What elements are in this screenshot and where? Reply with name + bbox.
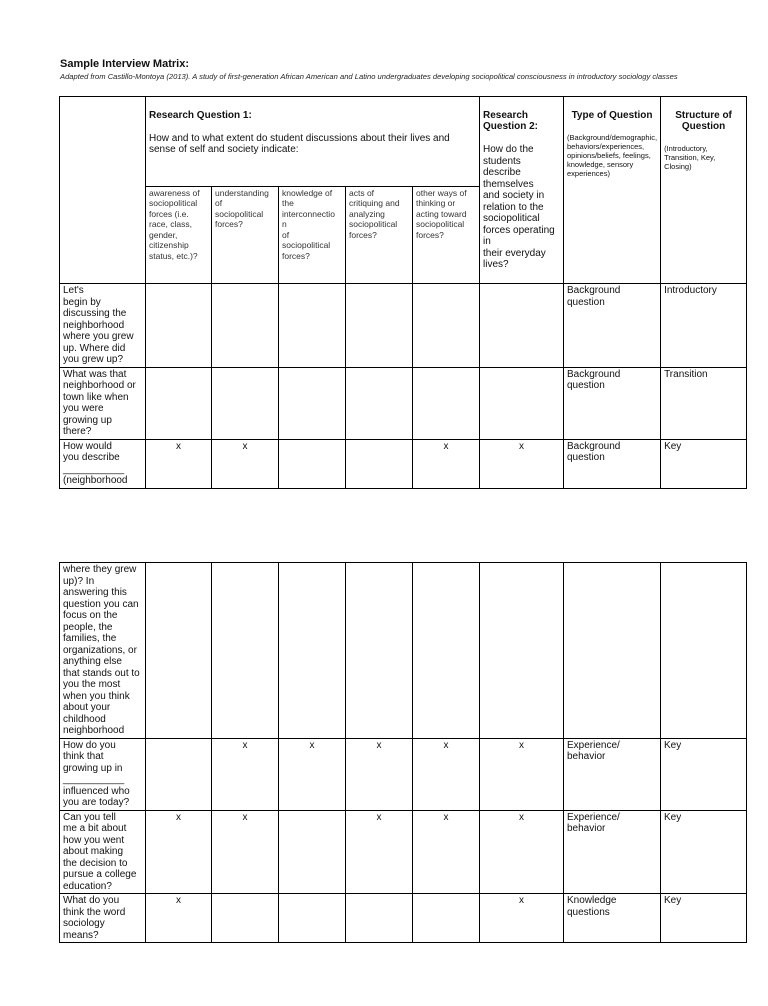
- mark-cell: x: [480, 894, 564, 943]
- question-type-cell: Background question: [564, 439, 661, 488]
- question-cell: How do you think that growing up in ___________ influenced who you are today?: [60, 738, 146, 810]
- mark-cell: x: [413, 439, 480, 488]
- mark-cell: x: [279, 738, 346, 810]
- mark-cell: [413, 894, 480, 943]
- mark-cell: x: [346, 738, 413, 810]
- mark-cell: x: [212, 810, 279, 894]
- type-title: Type of Question: [571, 109, 653, 121]
- mark-cell: [212, 367, 279, 439]
- mark-cell: [480, 284, 564, 368]
- question-structure-cell: Key: [661, 810, 747, 894]
- mark-cell: [212, 284, 279, 368]
- rq1-title: Research Question 1:: [149, 109, 252, 121]
- matrix-subtitle: Adapted from Castillo-Montoya (2013). A study of first-generation African American and Latino undergraduates developing sociopolitical consciousness in introductory sociology classes: [60, 72, 678, 81]
- rq2-text: How do the students describe themselves and society in relation to the sociopolitical forces operating in their everyday lives?: [483, 144, 555, 270]
- question-structure-cell: Key: [661, 439, 747, 488]
- question-cell: Let's begin by discussing the neighborhood where you grew up. Where did you grew up?: [60, 284, 146, 368]
- mark-cell: x: [146, 810, 212, 894]
- question-type-cell: Experience/ behavior: [564, 738, 661, 810]
- question-cell: where they grew up)? In answering this question you can focus on the people, the families, the organizations, or anything else that stands out to you the most when you think about your childhood neighborhood: [60, 563, 146, 739]
- rq1-sub-knowledge: knowledge of the interconnectio n of sociopolitical forces?: [279, 186, 346, 283]
- mark-cell: [279, 563, 346, 739]
- mark-cell: x: [480, 810, 564, 894]
- table-row: [60, 810, 747, 894]
- table-row: [60, 894, 747, 943]
- mark-cell: [413, 284, 480, 368]
- question-structure-cell: Transition: [661, 367, 747, 439]
- rq1-sub-awareness: awareness of sociopolitical forces (i.e. race, class, gender, citizenship status, etc.)?: [146, 186, 212, 283]
- mark-cell: [346, 439, 413, 488]
- mark-cell: [279, 439, 346, 488]
- mark-cell: [480, 563, 564, 739]
- question-type-cell: [564, 563, 661, 739]
- mark-cell: [146, 738, 212, 810]
- mark-cell: [279, 367, 346, 439]
- interview-matrix-table-page-2: [59, 562, 747, 943]
- mark-cell: [480, 367, 564, 439]
- page-2-rows: [60, 563, 747, 943]
- type-of-question-header: [564, 97, 661, 284]
- page-1-rows: [60, 284, 747, 489]
- research-question-1-header: [146, 97, 480, 187]
- question-cell: What do you think the word sociology means?: [60, 894, 146, 943]
- mark-cell: [279, 894, 346, 943]
- mark-cell: x: [413, 738, 480, 810]
- table-row: [60, 439, 747, 488]
- mark-cell: [413, 563, 480, 739]
- rq1-sub-critiquing: acts of critiquing and analyzing sociopolitical forces?: [346, 186, 413, 283]
- structure-title: Structure of Question: [675, 109, 732, 132]
- mark-cell: [146, 367, 212, 439]
- mark-cell: [279, 284, 346, 368]
- question-type-cell: Background question: [564, 367, 661, 439]
- question-type-cell: Knowledge questions: [564, 894, 661, 943]
- structure-of-question-header: [661, 97, 747, 284]
- question-cell: How would you describe ___________ (neighborhood: [60, 439, 146, 488]
- structure-subtitle: (Introductory, Transition, Key, Closing): [664, 144, 716, 171]
- mark-cell: x: [212, 738, 279, 810]
- mark-cell: [346, 367, 413, 439]
- question-structure-cell: [661, 563, 747, 739]
- question-structure-cell: Key: [661, 738, 747, 810]
- rq1-sub-understanding: understanding of sociopolitical forces?: [212, 186, 279, 283]
- question-structure-cell: Introductory: [661, 284, 747, 368]
- mark-cell: x: [212, 439, 279, 488]
- mark-cell: [212, 894, 279, 943]
- rq1-text: How and to what extent do student discussions about their lives and sense of self and society indicate:: [149, 132, 450, 155]
- mark-cell: x: [480, 738, 564, 810]
- question-type-cell: Background question: [564, 284, 661, 368]
- rq1-sub-other-ways: other ways of thinking or acting toward sociopolitical forces?: [413, 186, 480, 283]
- matrix-title: Sample Interview Matrix:: [60, 58, 189, 70]
- type-subtitle: (Background/demographic, behaviors/experiences, opinions/beliefs, feelings, knowledge, sensory experiences): [567, 132, 658, 178]
- question-header-cell: [60, 97, 146, 284]
- mark-cell: x: [146, 439, 212, 488]
- mark-cell: [346, 563, 413, 739]
- table-row: [60, 284, 747, 368]
- table-row: [60, 563, 747, 739]
- rq2-title: Research Question 2:: [483, 109, 539, 132]
- question-type-cell: Experience/ behavior: [564, 810, 661, 894]
- mark-cell: [346, 284, 413, 368]
- research-question-2-header: [480, 97, 564, 284]
- mark-cell: x: [146, 894, 212, 943]
- table-row: [60, 367, 747, 439]
- question-cell: Can you tell me a bit about how you went about making the decision to pursue a college education?: [60, 810, 146, 894]
- mark-cell: [279, 810, 346, 894]
- table-row: [60, 738, 747, 810]
- question-cell: What was that neighborhood or town like when you were growing up there?: [60, 367, 146, 439]
- mark-cell: [146, 284, 212, 368]
- interview-matrix-table-page-1: [59, 96, 747, 489]
- mark-cell: x: [346, 810, 413, 894]
- mark-cell: [146, 563, 212, 739]
- mark-cell: [346, 894, 413, 943]
- question-structure-cell: Key: [661, 894, 747, 943]
- mark-cell: x: [413, 810, 480, 894]
- mark-cell: x: [480, 439, 564, 488]
- mark-cell: [413, 367, 480, 439]
- mark-cell: [212, 563, 279, 739]
